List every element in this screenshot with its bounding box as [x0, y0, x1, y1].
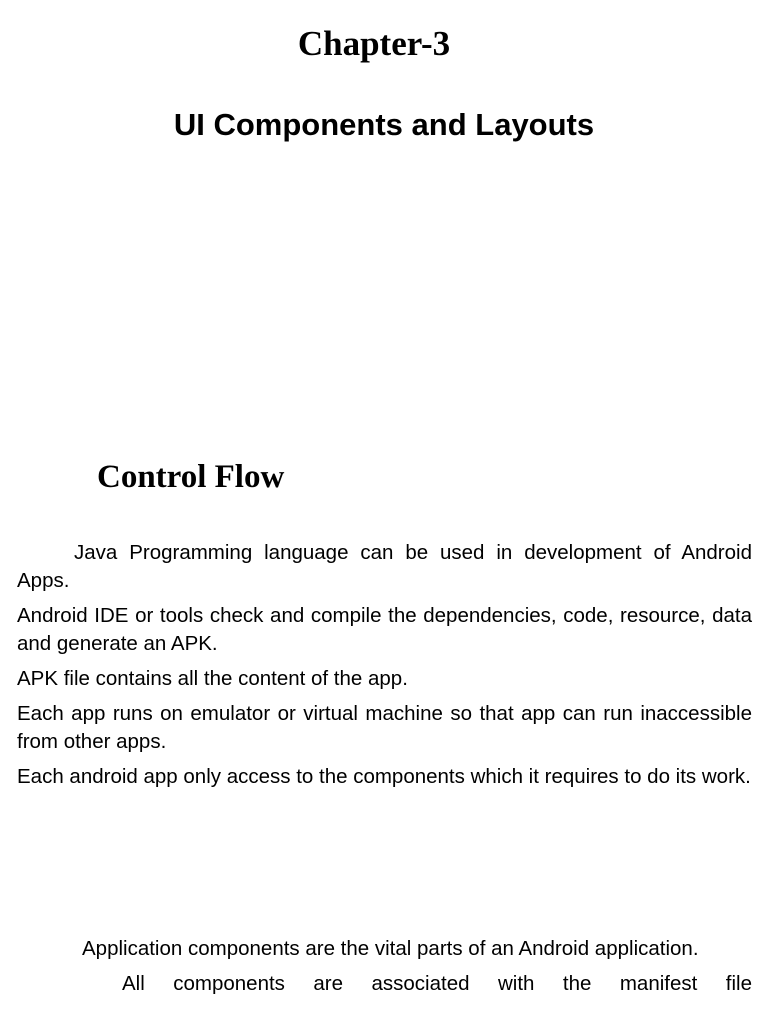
chapter-subtitle: UI Components and Layouts	[173, 107, 595, 142]
paragraph: Android IDE or tools check and compile the dependencies, code, resource, data and generate an APK.	[17, 604, 752, 655]
paragraph: Java Programming language can be used in development of Android Apps.	[17, 541, 752, 592]
body-text	[17, 539, 752, 798]
section-heading: Control Flow	[97, 459, 285, 495]
chapter-title: Chapter-3	[297, 24, 451, 63]
paragraph: All components are associated with the manifest file	[122, 972, 752, 995]
paragraph: APK file contains all the content of the app.	[17, 667, 408, 690]
paragraph: Application components are the vital parts of an Android application.	[82, 937, 699, 960]
body-text-2	[49, 935, 752, 1005]
paragraph: Each app runs on emulator or virtual machine so that app can run inaccessible from other apps.	[17, 702, 752, 753]
paragraph: Each android app only access to the components which it requires to do its work.	[17, 765, 751, 788]
